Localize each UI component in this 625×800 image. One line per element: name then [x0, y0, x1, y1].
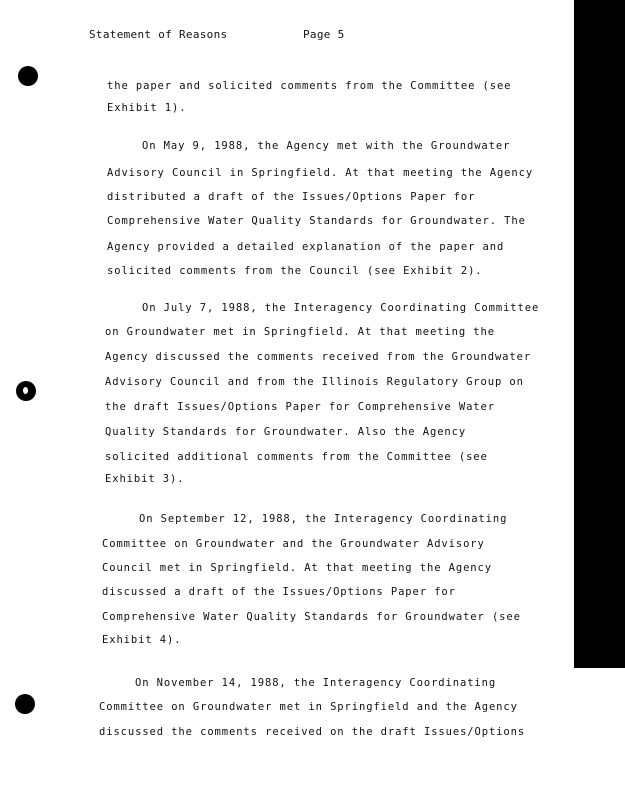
body-line: discussed a draft of the Issues/Options Paper for: [102, 586, 456, 598]
punch-hole-top: [18, 66, 38, 86]
body-line: Council met in Springfield. At that meeting the Agency: [102, 562, 492, 574]
body-line: Exhibit 1).: [107, 102, 187, 114]
body-line: Committee on Groundwater met in Springfield and the Agency: [99, 701, 518, 713]
body-line: On November 14, 1988, the Interagency Coordinating: [135, 677, 497, 689]
body-line: the draft Issues/Options Paper for Comprehensive Water: [105, 401, 495, 413]
document-title: Statement of Reasons: [89, 28, 228, 41]
punch-hole-bottom: [15, 694, 35, 714]
body-line: On July 7, 1988, the Interagency Coordinating Committee: [142, 302, 540, 314]
body-line: discussed the comments received on the draft Issues/Options: [99, 726, 526, 738]
scan-edge-bar: [574, 0, 625, 668]
body-line: Advisory Council and from the Illinois Regulatory Group on: [105, 376, 524, 388]
body-line: on Groundwater met in Springfield. At that meeting the: [105, 326, 495, 338]
page-number: Page 5: [303, 28, 345, 41]
body-line: Quality Standards for Groundwater. Also the Agency: [105, 426, 467, 438]
body-line: the paper and solicited comments from the Committee (see: [107, 80, 512, 92]
body-line: solicited additional comments from the Committee (see: [105, 451, 488, 463]
body-line: Comprehensive Water Quality Standards for Groundwater (see: [102, 611, 521, 623]
body-line: Comprehensive Water Quality Standards for Groundwater. The: [107, 215, 526, 227]
body-line: Agency provided a detailed explanation of the paper and: [107, 241, 505, 253]
body-line: On May 9, 1988, the Agency met with the Groundwater: [142, 140, 511, 152]
body-line: Committee on Groundwater and the Groundwater Advisory: [102, 538, 485, 550]
body-line: distributed a draft of the Issues/Options Paper for: [107, 191, 476, 203]
body-line: Exhibit 4).: [102, 634, 182, 646]
body-line: On September 12, 1988, the Interagency Coordinating: [139, 513, 508, 525]
body-line: Exhibit 3).: [105, 473, 185, 485]
body-line: Agency discussed the comments received from the Groundwater: [105, 351, 532, 363]
body-line: Advisory Council in Springfield. At that meeting the Agency: [107, 167, 534, 179]
punch-hole-middle: [16, 381, 36, 401]
body-line: solicited comments from the Council (see Exhibit 2).: [107, 265, 483, 277]
